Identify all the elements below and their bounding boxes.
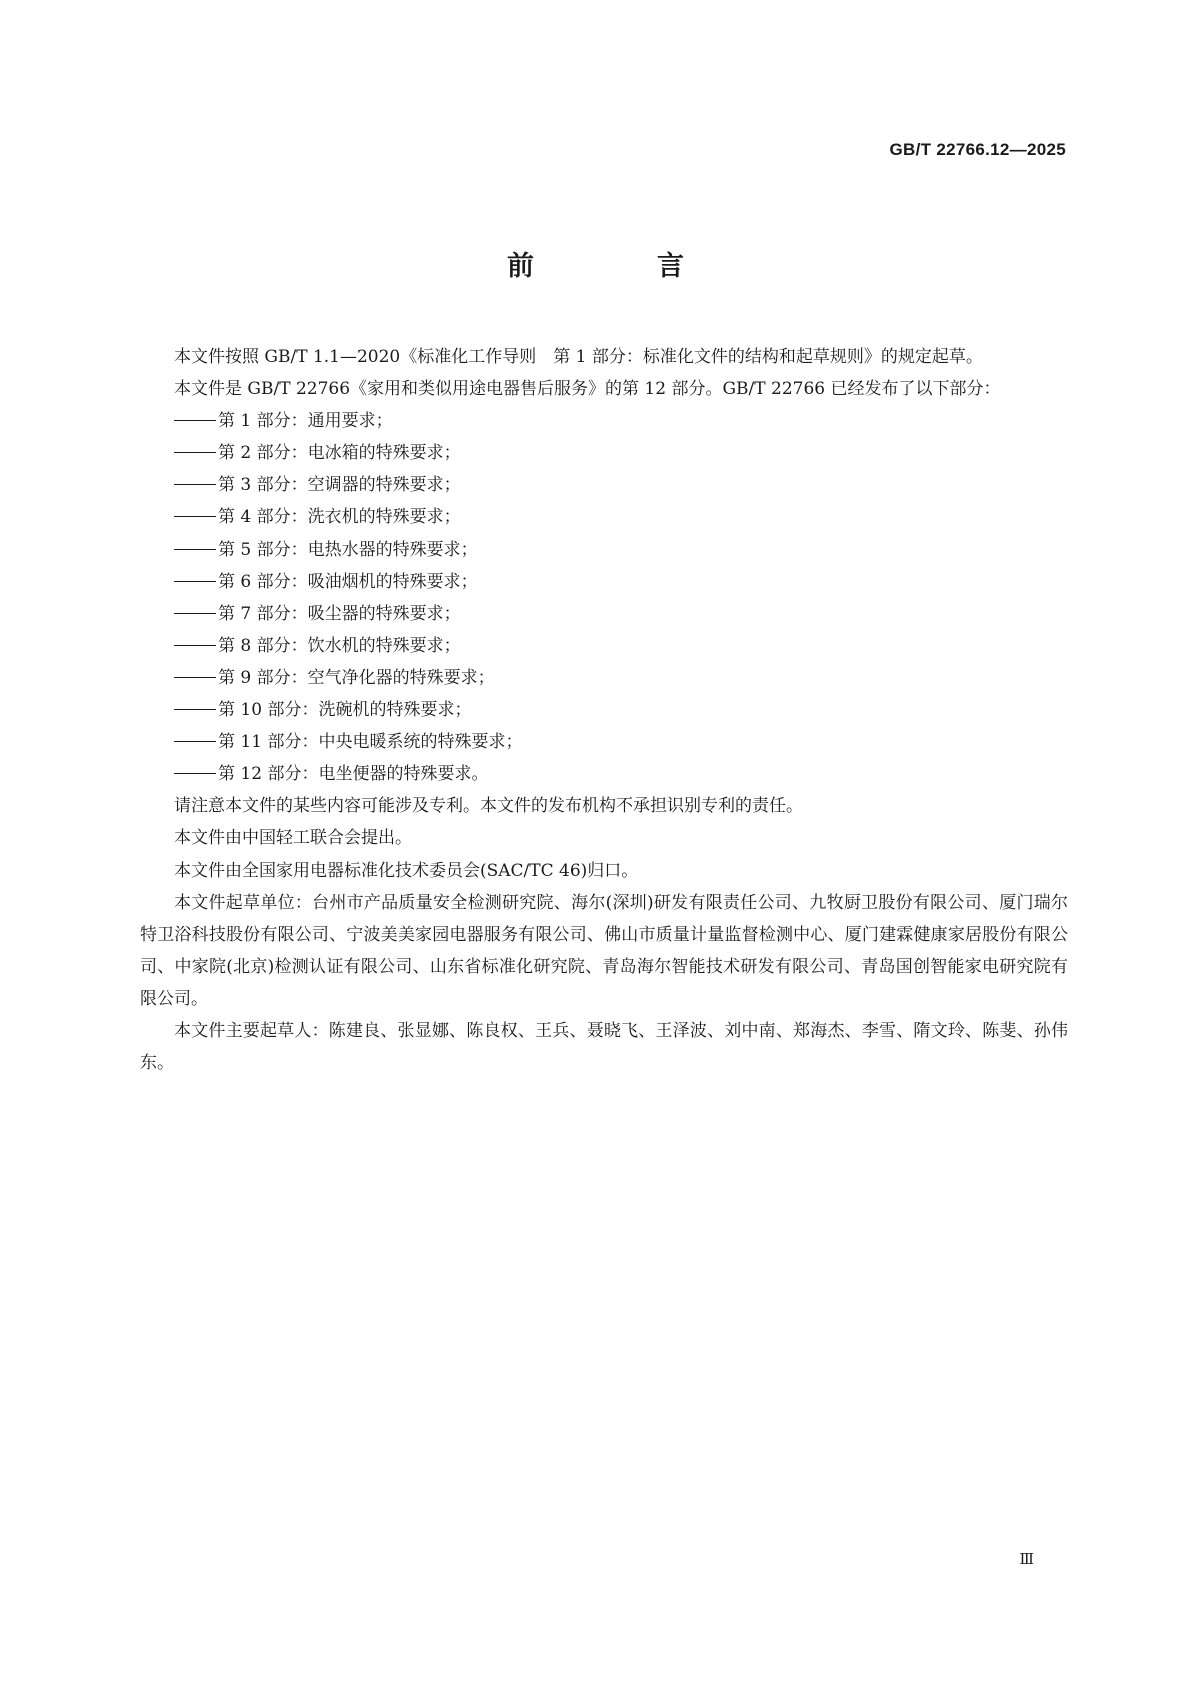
dash-mark [174,484,216,485]
dash-mark [174,420,216,421]
part-label: 第 10 部分：洗碗机的特殊要求； [218,700,472,721]
part-label: 第 1 部分：通用要求； [218,411,393,432]
part-label: 第 6 部分：吸油烟机的特殊要求； [218,571,478,592]
dash-mark [174,613,216,614]
part-label: 第 5 部分：电热水器的特殊要求； [218,539,478,560]
part-label: 第 7 部分：吸尘器的特殊要求； [218,603,461,624]
paragraph-drafting-units: 本文件起草单位：台州市产品质量安全检测研究院、海尔(深圳)研发有限责任公司、九牧厨卫股份有限公司、厦门瑞尔特卫浴科技股份有限公司、宁波美美家园电器服务有限公司、佛山市质量计量监督检测中心、厦门建霖健康家居股份有限公司、中家院(北京)检测认证有限公司、山东省标准化研究院、青岛海尔智能技术研发有限公司、青岛国创智能家电研究院有限公司。 [140,892,1068,1009]
dash-mark [174,677,216,678]
list-item [140,469,1068,501]
part-label: 第 12 部分：电坐便器的特殊要求。 [218,764,489,785]
list-item [140,566,1068,598]
part-label: 第 3 部分：空调器的特殊要求； [218,475,461,496]
list-item [140,501,1068,533]
part-label: 第 11 部分：中央电暖系统的特殊要求； [218,732,523,753]
page-number: Ⅲ [1019,1550,1034,1568]
standard-code: GB/T 22766.12—2025 [889,140,1066,159]
dash-mark [174,773,216,774]
paragraph-drafting-rules: 本文件按照 GB/T 1.1—2020《标准化工作导则 第 1 部分：标准化文件的结构和起草规则》的规定起草。 [174,347,983,367]
list-item [140,758,1068,790]
dash-mark [174,709,216,710]
dash-mark [174,581,216,582]
list-item [140,405,1068,437]
list-item [140,437,1068,469]
list-item [140,630,1068,662]
part-label: 第 8 部分：饮水机的特殊要求； [218,635,461,656]
list-item [140,662,1068,694]
list-item [140,726,1068,758]
part-label: 第 2 部分：电冰箱的特殊要求； [218,443,461,464]
list-item [140,694,1068,726]
list-item [140,534,1068,566]
dash-mark [174,741,216,742]
dash-mark [174,549,216,550]
part-label: 第 4 部分：洗衣机的特殊要求； [218,507,461,528]
part-label: 第 9 部分：空气净化器的特殊要求； [218,667,495,688]
paragraph-technical-committee: 本文件由全国家用电器标准化技术委员会(SAC/TC 46)归口。 [174,860,639,881]
paragraph-drafters: 本文件主要起草人：陈建良、张显娜、陈良权、王兵、聂晓飞、王泽波、刘中南、郑海杰、李雪、隋文玲、陈斐、孙伟东。 [140,1020,1068,1074]
dash-mark [174,452,216,453]
paragraph-proposer: 本文件由中国轻工联合会提出。 [174,828,412,849]
paragraph-series-intro: 本文件是 GB/T 22766《家用和类似用途电器售后服务》的第 12 部分。GB/T 22766 已经发布了以下部分： [174,379,1001,400]
page-title: 前 言 [507,251,732,282]
paragraph-patent-notice: 请注意本文件的某些内容可能涉及专利。本文件的发布机构不承担识别专利的责任。 [174,796,803,817]
foreword-body [140,341,1068,1079]
list-item [140,598,1068,630]
dash-mark [174,516,216,517]
dash-mark [174,645,216,646]
